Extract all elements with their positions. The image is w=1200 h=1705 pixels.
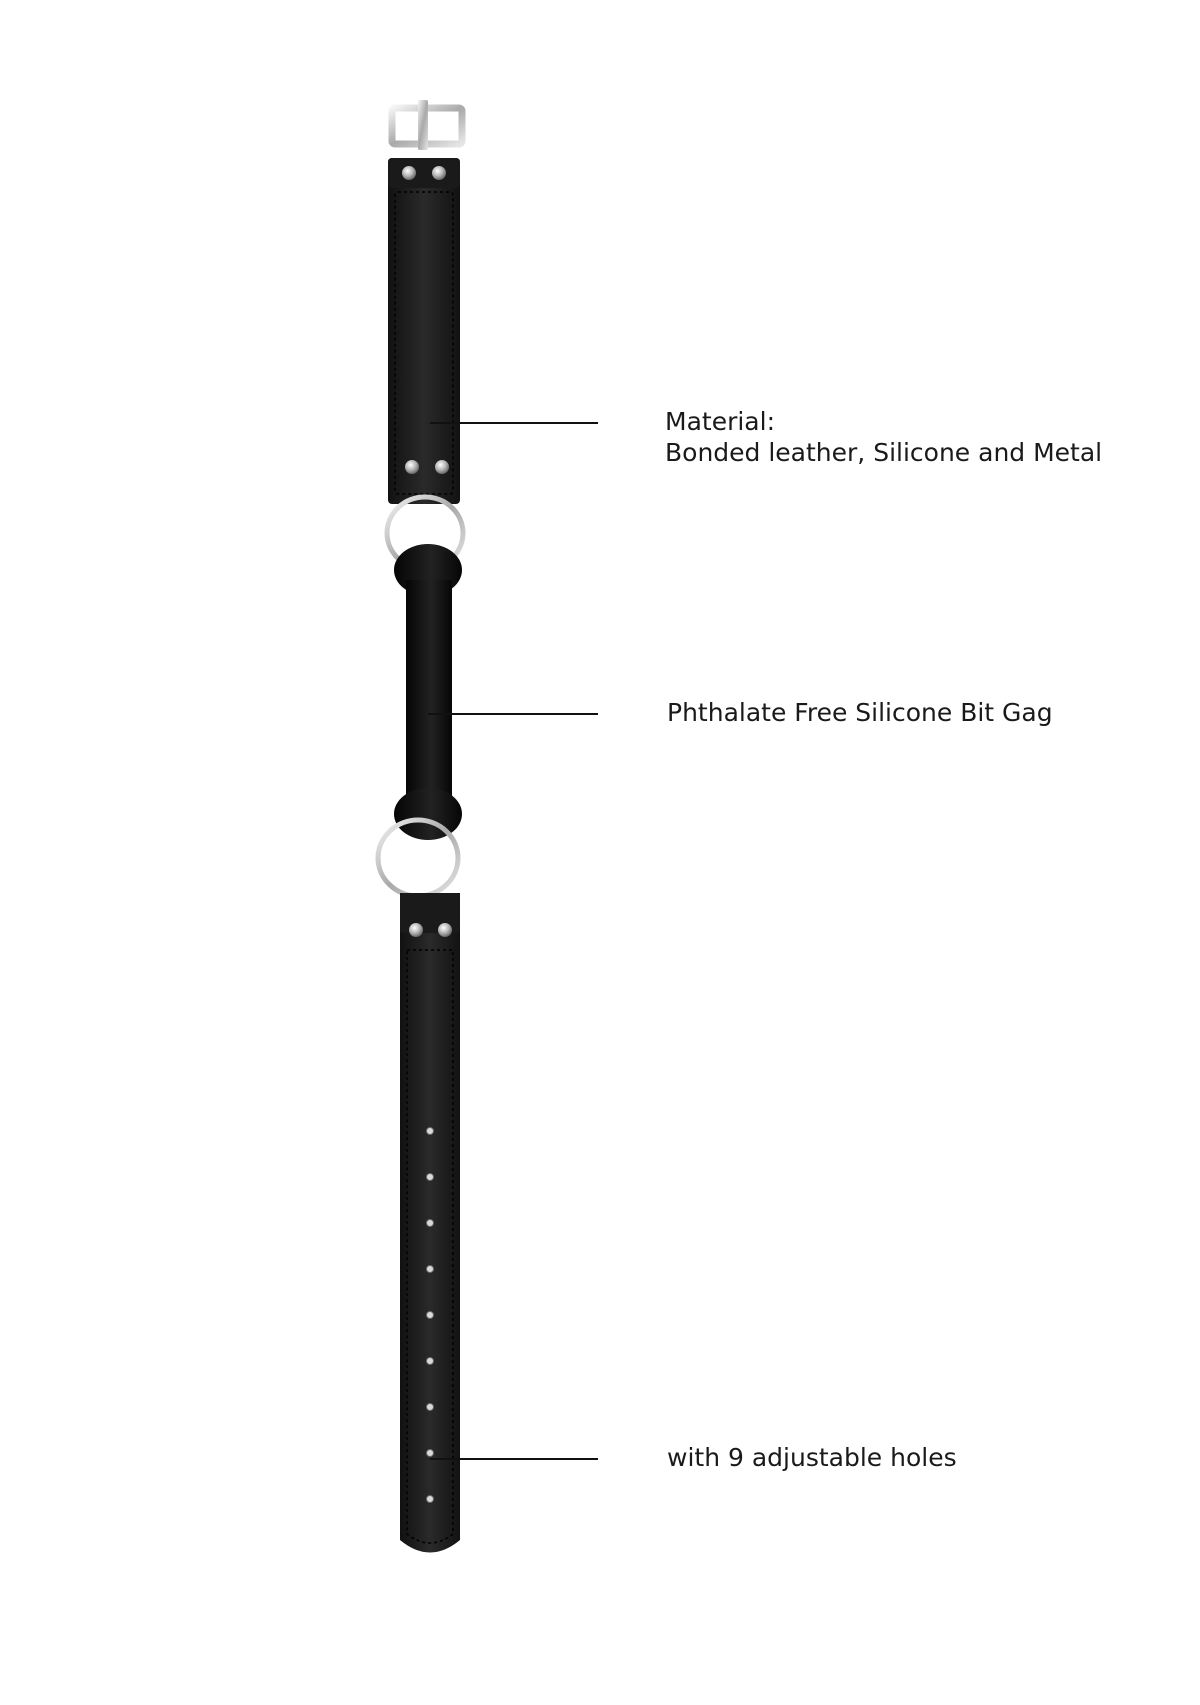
strap-hole (427, 1174, 434, 1181)
strap-hole (427, 1266, 434, 1273)
buckle-tongue (418, 100, 428, 150)
material-heading: Material: (665, 407, 775, 436)
gag-description: Phthalate Free Silicone Bit Gag (667, 698, 1053, 727)
callout-holes (667, 1442, 957, 1473)
top-strap (388, 158, 460, 504)
rivet (402, 166, 416, 180)
rivet (432, 166, 446, 180)
strap-hole (427, 1496, 434, 1503)
strap-hole (427, 1220, 434, 1227)
rivet (435, 460, 449, 474)
strap-hole (427, 1128, 434, 1135)
strap-hole (427, 1312, 434, 1319)
strap-hole (427, 1358, 434, 1365)
leader-line-material (430, 422, 598, 424)
strap-hole (427, 1404, 434, 1411)
silicone-bit (394, 544, 462, 840)
rivet (438, 923, 452, 937)
material-description: Bonded leather, Silicone and Metal (665, 438, 1103, 467)
callout-gag (667, 697, 1053, 728)
callout-material (665, 406, 1102, 468)
buckle (392, 100, 462, 150)
holes-description: with 9 adjustable holes (667, 1443, 957, 1472)
strap-hole (427, 1450, 434, 1457)
rivet (405, 460, 419, 474)
bottom-strap (400, 893, 460, 1553)
rivet (409, 923, 423, 937)
leader-line-holes (430, 1458, 598, 1460)
leader-line-gag (428, 713, 598, 715)
